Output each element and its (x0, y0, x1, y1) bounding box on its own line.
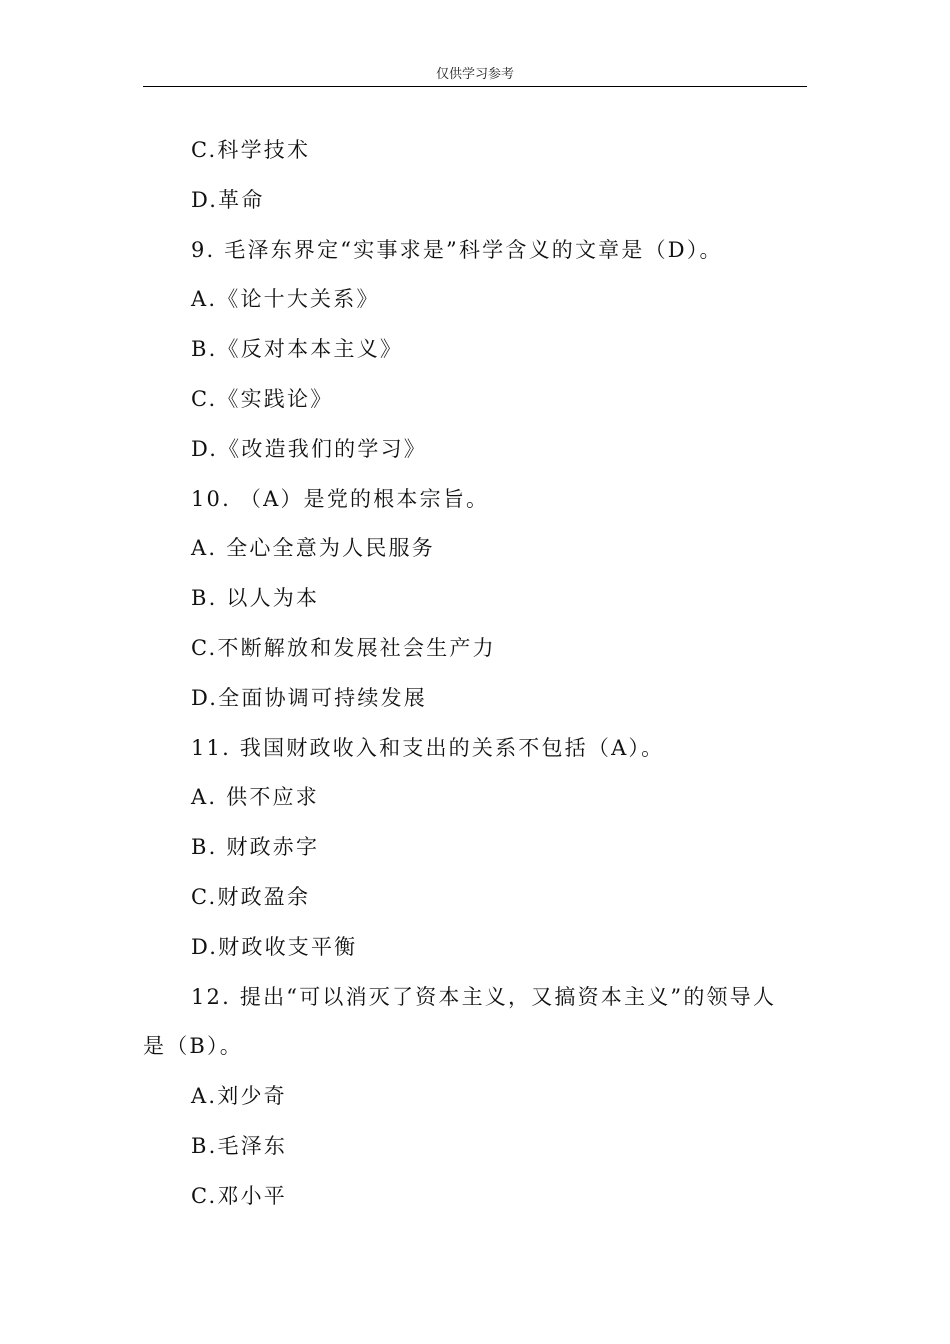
option-10b: B. 以人为本 (191, 586, 320, 611)
option-9d: D.《改造我们的学习》 (191, 436, 427, 461)
page-header (143, 66, 807, 87)
option-9a: A.《论十大关系》 (191, 287, 380, 312)
option-9c: C.《实践论》 (191, 386, 334, 411)
header-text: 仅供学习参考 (435, 67, 514, 82)
option-11a: A. 供不应求 (191, 785, 319, 810)
option-11b: B. 财政赤字 (191, 835, 320, 860)
question-11: 11. 我国财政收入和支出的关系不包括（A）。 (191, 735, 665, 760)
question-12: 12. 提出“可以消灭了资本主义，又搞资本主义”的领导人 (191, 984, 777, 1009)
option-10d: D.全面协调可持续发展 (191, 685, 427, 710)
document-body (143, 126, 807, 1222)
option-11d: D.财政收支平衡 (191, 934, 358, 959)
option-10a: A. 全心全意为人民服务 (191, 536, 435, 561)
question-9: 9. 毛泽东界定“实事求是”科学含义的文章是（D）。 (191, 237, 723, 262)
option-10c: C.不断解放和发展社会生产力 (191, 635, 496, 660)
question-10: 10. （A）是党的根本宗旨。 (191, 486, 490, 511)
option-12a: A.刘少奇 (191, 1084, 287, 1109)
option-8c: C.科学技术 (191, 138, 311, 162)
option-12b: B.毛泽东 (191, 1133, 288, 1158)
option-8d: D.革命 (191, 187, 265, 212)
option-11c: C.财政盈余 (191, 884, 311, 909)
option-12c: C.邓小平 (191, 1183, 287, 1208)
question-12-continued: 是（B）。 (143, 1034, 243, 1059)
option-9b: B.《反对本本主义》 (191, 337, 404, 362)
